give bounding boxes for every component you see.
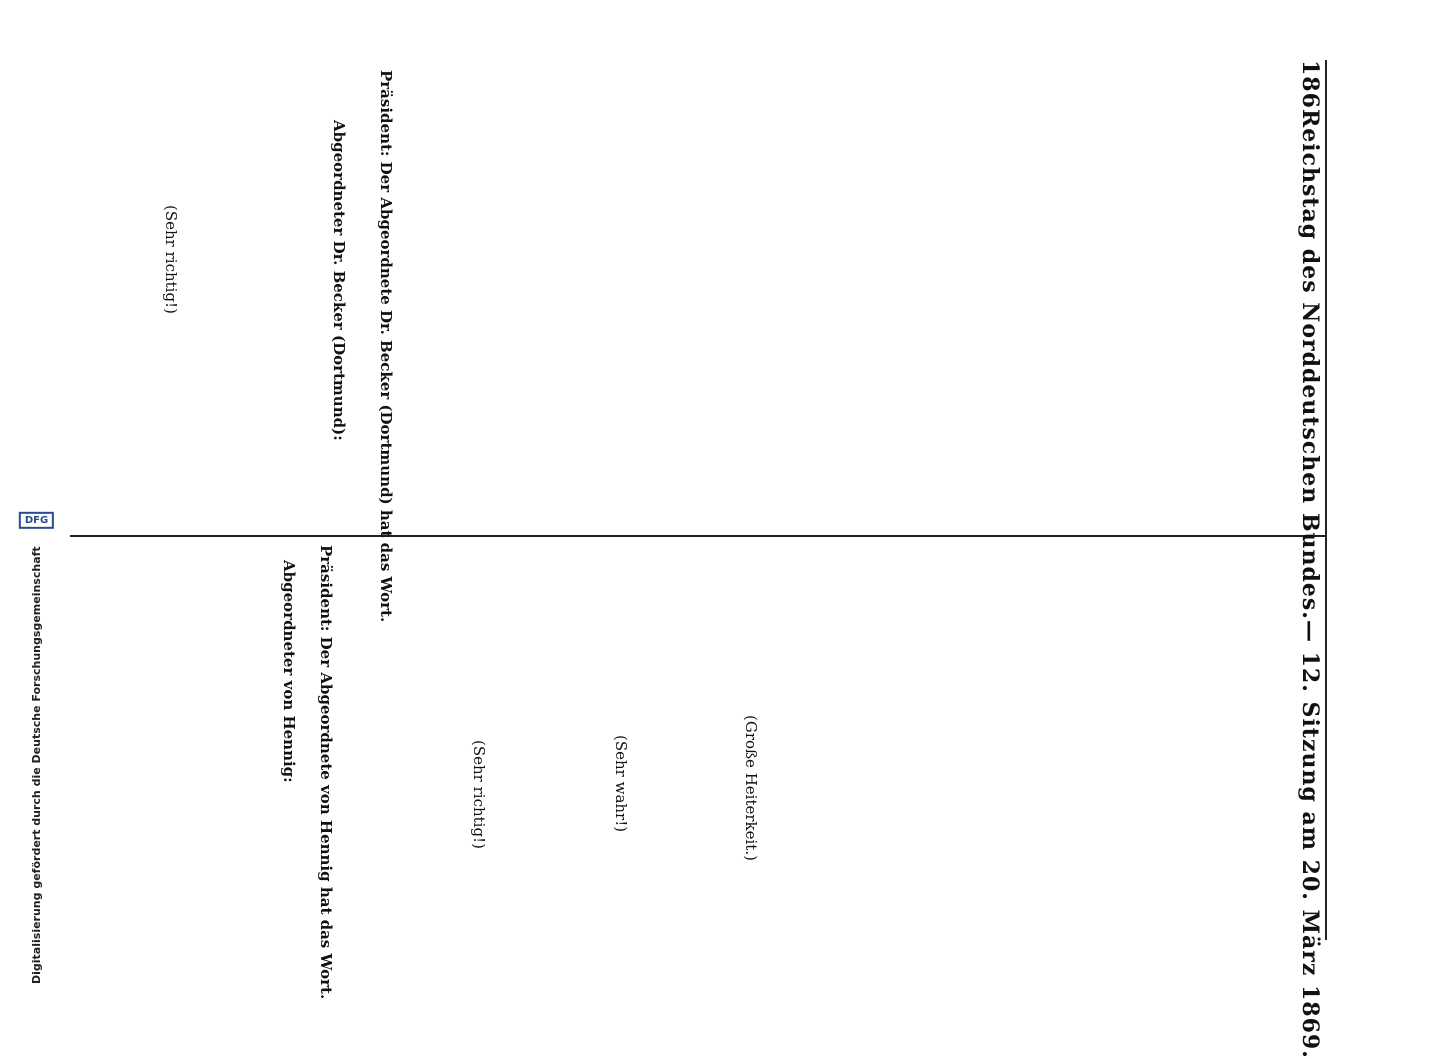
running-title: Reichstag des Norddeutschen Bundes. (1297, 108, 1323, 620)
column-divider (70, 535, 1325, 537)
dfg-logo-icon: DFG (19, 512, 54, 529)
speaker-caption-left: Abgeordneter Dr. Becker (Dortmund): (330, 120, 348, 441)
session-date: — 12. Sitzung am 20. März 1869. (1297, 619, 1323, 1059)
page-frame (50, 30, 1390, 970)
interjection-right-3: (Sehr richtig!) (470, 740, 488, 849)
interjection-right-1: (Große Heiterkeit.) (742, 715, 760, 861)
running-header (1290, 60, 1330, 1059)
president-caption-left: Präsident: Der Abgeordnete Dr. Becker (Dortmund) hat das Wort. (377, 70, 395, 623)
digitization-credit (24, 204, 49, 984)
page-number: 186 (1297, 60, 1323, 109)
interjection-right-2: (Sehr wahr!) (612, 735, 630, 833)
speaker-caption-right: Abgeordneter von Hennig: (280, 560, 298, 783)
interjection-left: (Sehr richtig!) (162, 205, 180, 314)
president-caption-right: Präsident: Der Abgeordnete von Hennig hat das Wort. (317, 545, 335, 1000)
credit-text: Digitalisierung gefördert durch die Deutsche Forschungsgemeinschaft (30, 546, 43, 984)
